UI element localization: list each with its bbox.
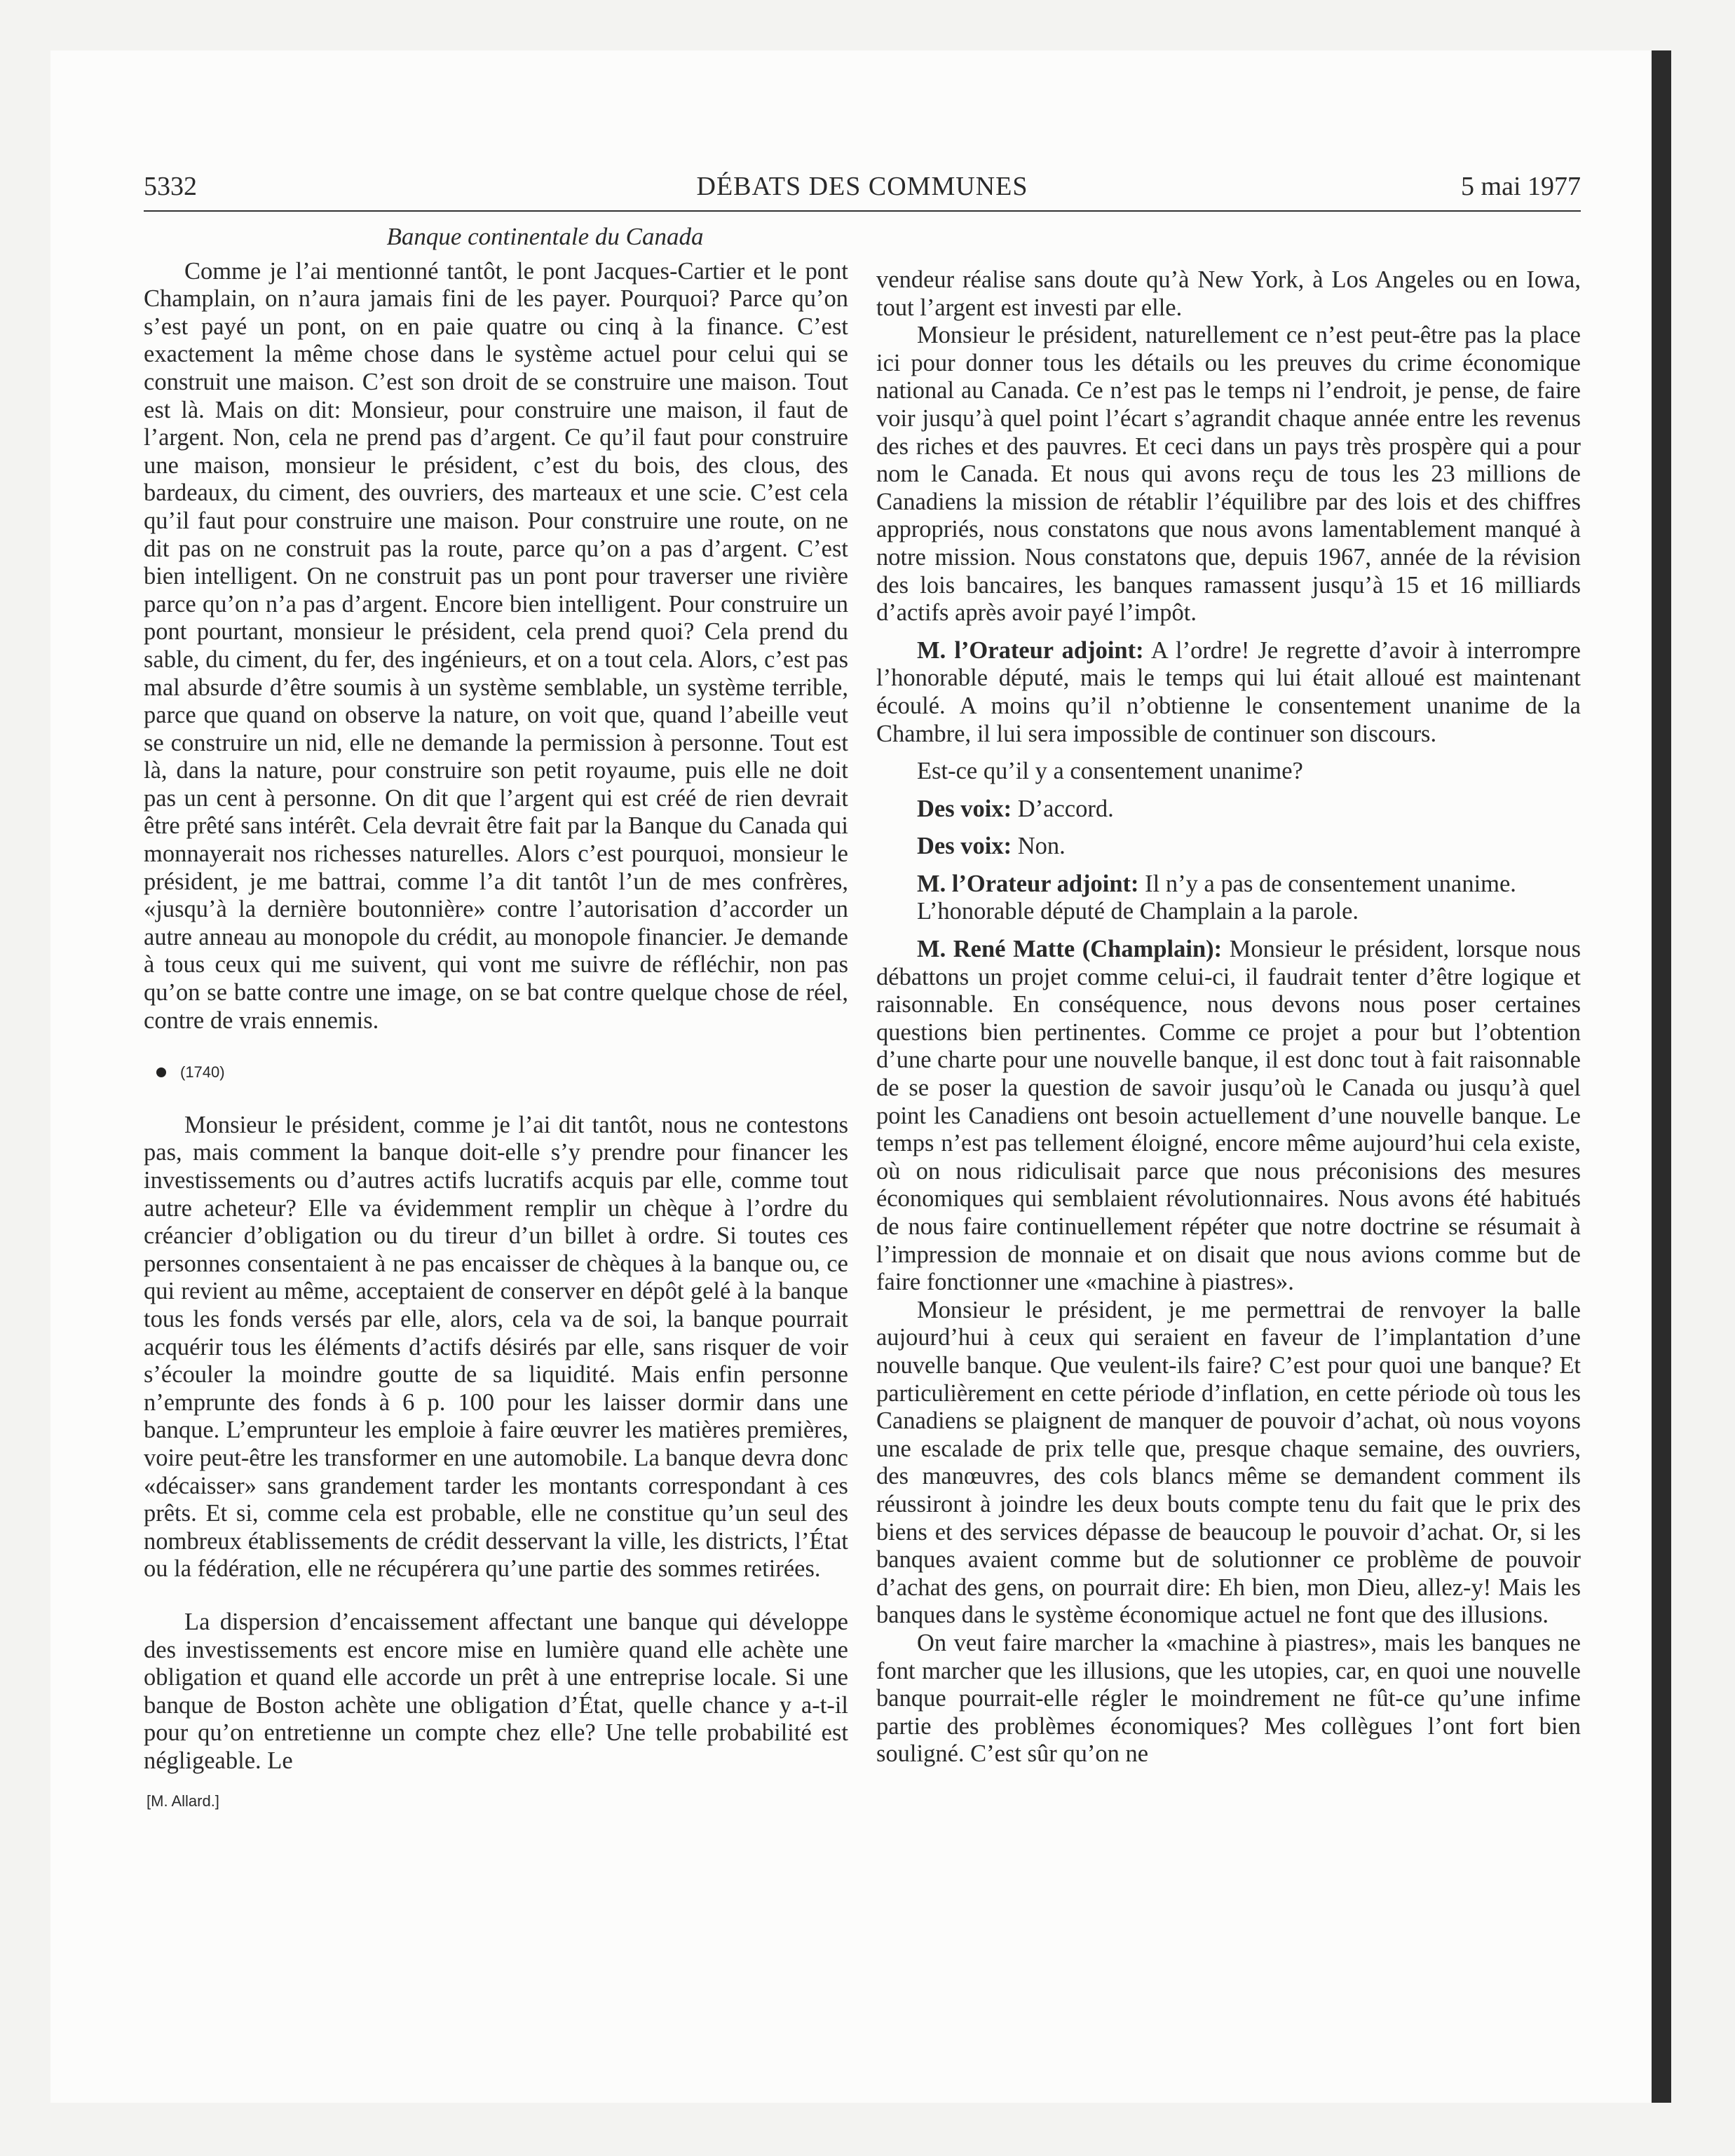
paragraph: Monsieur le président, naturellement ce n’est peut-être pas la place ici pour donner tous les détails ou les preuves du crime économique national au Canada. Ce n’est pas le temps ni l’endroit, je pense, de faire voir jusqu’à quel point l’écart s’agrandit chaque année entre les revenus des riches et des pauvres. Et ceci dans un pays très prospère qui a pour nom le Canada. Et nous qui avons reçu de tous les 23 millions de Canadiens la mission de rétablir l’équilibre par des lois et des chiffres appropriés, nous constatons que nous avons lamentablement manqué à notre mission. Nous constatons que, depuis 1967, année de la révision des lois bancaires, les banques ramassent jusqu’à 15 et 16 milliards d’actifs après avoir payé l’impôt. bbox=[876, 322, 1581, 627]
right-column bbox=[876, 266, 1581, 1768]
speech-block bbox=[876, 637, 1581, 748]
speech-block bbox=[876, 936, 1581, 1297]
speaker-name: M. l’Orateur adjoint: bbox=[917, 870, 1139, 897]
page-header bbox=[144, 168, 1581, 212]
speech-block bbox=[876, 871, 1581, 899]
speech-text: Non. bbox=[1012, 833, 1066, 860]
speaker-attribution: [M. Allard.] bbox=[147, 1792, 219, 1810]
speech-text: Il n’y a pas de consentement unanime. bbox=[1138, 870, 1516, 897]
speech-block bbox=[876, 833, 1581, 861]
speech-text: D’accord. bbox=[1012, 795, 1114, 822]
speaker-name: M. René Matte (Champlain): bbox=[917, 936, 1223, 963]
left-column bbox=[144, 219, 848, 1815]
paragraph: Monsieur le président, comme je l’ai dit tantôt, nous ne contestons pas, mais comment la banque doit-elle s’y prendre pour financer les investissements ou d’autres actifs lucratifs acquis par elle, comme tout autre acheteur? Elle va évidemment remplir un chèque à l’ordre du créancier d’obligation ou du tireur d’un billet à ordre. Si toutes ces personnes consentaient à ne pas encaisser de chèques à la banque ou, ce qui revient au même, acceptaient de conserver en dépôt gelé à la banque tous les fonds versés par elle, alors, cela va de soi, la banque pourrait acquérir tous les éléments d’actifs désirés par elle, sans risquer de voir s’écouler la moindre goutte de sa liquidité. Mais enfin personne n’emprunte des fonds à 6 p. 100 pour les laisser dormir dans une banque. L’emprunteur les emploie à faire œuvrer les matières premières, voire peut-être les transformer en une automobile. La banque devra donc «décaisser» sans grandement tarder les montants correspondant à ces prêts. Et si, comme cela est probable, elle ne constitue qu’un seul des nombreux établissements de crédit desservant la ville, les districts, l’État ou la fédération, elle ne récupérera qu’une partie des sommes retirées. bbox=[144, 1111, 848, 1583]
page-date: 5 mai 1977 bbox=[1461, 172, 1581, 201]
bullet-icon bbox=[156, 1067, 166, 1077]
timestamp-marker bbox=[156, 1058, 848, 1086]
subject-heading: Banque continentale du Canada bbox=[386, 223, 704, 250]
paragraph: Est-ce qu’il y a consentement unanime? bbox=[917, 758, 1303, 785]
publication-title: DÉBATS DES COMMUNES bbox=[696, 172, 1028, 201]
speech-text: A l’ordre! Je regrette d’avoir à interrompre l’honorable député, mais le temps qui lui était alloué est maintenant écoulé. A moins qu’il n’obtienne le consentement unanime de la Chambre, il lui sera impossible de continuer son discours. bbox=[876, 636, 1581, 747]
speaker-name: Des voix: bbox=[917, 795, 1012, 822]
speech-block bbox=[876, 796, 1581, 824]
paragraph: L’honorable député de Champlain a la parole. bbox=[917, 898, 1359, 925]
scan-edge-shadow bbox=[1652, 50, 1671, 2103]
speaker-name: M. l’Orateur adjoint: bbox=[917, 636, 1144, 664]
paragraph: vendeur réalise sans doute qu’à New York, à Los Angeles ou en Iowa, tout l’argent est investi par elle. bbox=[876, 266, 1581, 321]
page-number: 5332 bbox=[144, 172, 197, 201]
paragraph: La dispersion d’encaissement affectant une banque qui développe des investissements est encore mise en lumière quand elle achète une obligation et quand elle accorde un prêt à une entreprise locale. Si une banque de Boston achète une obligation d’État, quelle chance y a-t-il pour qu’on entretienne un compte chez elle? Une telle probabilité est négligeable. Le bbox=[144, 1608, 848, 1774]
timestamp: (1740) bbox=[180, 1063, 225, 1082]
paragraph: Comme je l’ai mentionné tantôt, le pont Jacques-Cartier et le pont Champlain, on n’aura jamais fini de les payer. Pourquoi? Parce qu’on s’est payé un pont, on en paie quatre ou cinq à la finance. C’est exactement la même chose dans le système actuel pour celui qui se construit une maison. C’est son droit de se construire une maison. Tout est là. Mais on dit: Monsieur, pour construire une maison, il faut de l’argent. Non, cela ne prend pas d’argent. Ce qu’il faut pour construire une maison, monsieur le président, c’est du bois, des clous, des bardeaux, du ciment, des ouvriers, des marteaux et une scie. C’est cela qu’il faut pour construire une maison. Pour construire une route, on ne dit pas on ne construit pas la route, parce qu’on a pas d’argent. C’est bien intelligent. On ne construit pas un pont pour traverser une rivière parce qu’on n’a pas d’argent. Encore bien intelligent. Pour construire un pont pourtant, monsieur le président, cela prend quoi? Cela prend du sable, du ciment, du fer, des ingénieurs, et on a tout cela. Alors, c’est pas mal absurde d’être soumis à un système semblable, un système terrible, parce que quand on observe la nature, on voit que, quand l’abeille veut se construire un nid, elle ne demande la permission à personne. Tout est là, dans la nature, pour construire son petit royaume, puis elle ne doit pas un cent à personne. On dit que l’argent qui est créé de rien devrait être prêté sans intérêt. Cela devrait être fait par la Banque du Canada qui monnayerait nos richesses naturelles. Alors c’est pourquoi, monsieur le président, je me battrai, comme l’a dit tantôt l’un de mes confrères, «jusqu’à la dernière boutonnière» contre l’autorisation d’accorder un autre anneau au monopole du crédit, au monopole financier. Je demande à tous ceux qui me suivent, qui vont me suivre de réfléchir, non pas qu’on se batte contre une image, on se bat contre quelque chose de réel, contre de vrais ennemis. bbox=[144, 257, 848, 1034]
speaker-name: Des voix: bbox=[917, 833, 1012, 860]
speech-text: Monsieur le président, lorsque nous débattons un projet comme celui-ci, il faudrait tenter d’être logique et raisonnable. En conséquence, nous devons nous poser certaines questions bien pertinentes. Comme ce projet a pour but l’obtention d’une charte pour une nouvelle banque, il est donc tout à fait raisonnable de se poser la question de savoir jusqu’où le Canada ou jusqu’à quel point les Canadiens ont besoin actuellement d’une nouvelle banque. Le temps n’est pas tellement éloigné, encore même aujourd’hui cela existe, où on nous ridiculisait parce que nous préconisions des mesures économiques qui semblaient révolutionnaires. Nous avons été habitués de nous faire continuellement répéter que notre doctrine se résumait à l’impression de monnaie et on disait que nous avions comme but de faire fonctionner une «machine à piastres». bbox=[876, 936, 1581, 1296]
paragraph: Monsieur le président, je me permettrai de renvoyer la balle aujourd’hui à ceux qui seraient en faveur de l’implantation d’une nouvelle banque. Que veulent-ils faire? C’est pour quoi une banque? Et particulièrement en cette période d’inflation, en cette période où tous les Canadiens se plaignent de manquer de pouvoir d’achat, où nous voyons une escalade de prix telle que, presque chaque semaine, des ouvriers, des manœuvres, des cols blancs même se demandent comment ils réussiront à joindre les deux bouts compte tenu du fait que le prix des biens et des services dépasse de beaucoup le pouvoir d’achat. Or, si les banques avaient comme but de solutionner ce problème de pouvoir d’achat des gens, on pourrait dire: Eh bien, mon Dieu, allez-y! Mais les banques dans le système économique actuel ne font que des illusions. bbox=[876, 1296, 1581, 1629]
paragraph: On veut faire marcher la «machine à piastres», mais les banques ne font marcher que les illusions, que les utopies, car, en quoi une nouvelle banque pourrait-elle régler le moindrement ne fût-ce qu’une infime partie des problèmes économiques? Mes collègues l’ont fort bien souligné. C’est sûr qu’on ne bbox=[876, 1629, 1581, 1768]
